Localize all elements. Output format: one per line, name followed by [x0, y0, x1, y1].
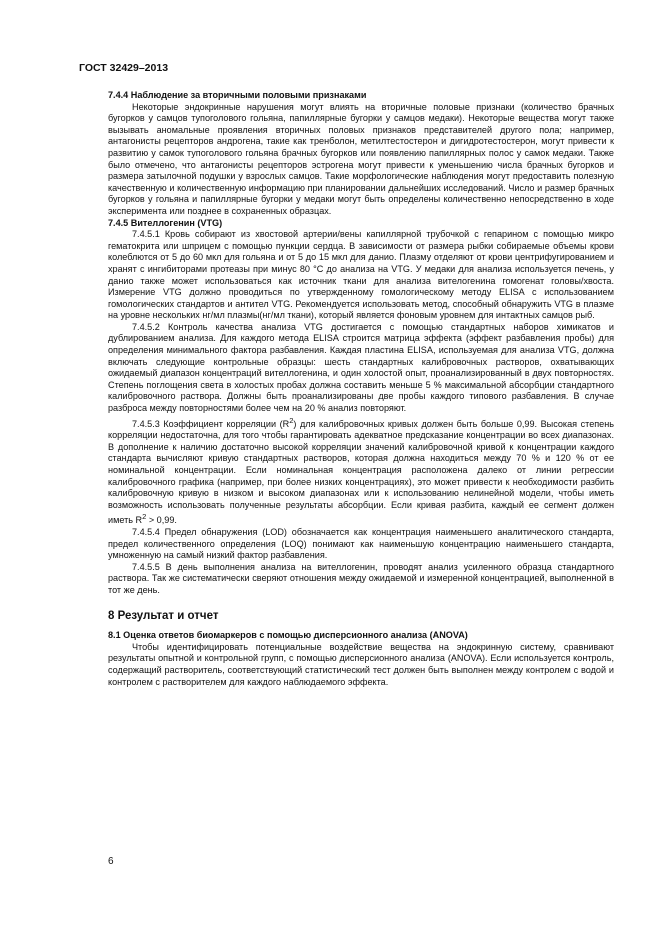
paragraph-7-4-5-3: [108, 415, 614, 527]
paragraph-7-4-5-3-part-b: ) для калибровочных кривых должен быть больше 0,99. Высокая степень корреляции недостаточна, для того чтобы гарантировать адекватное предсказание концентрации во всех диапазонах. В дополнение к наличию достаточно высокой корреляции значений калибровочной кривой к концентрации каждого стандарта вычисляют кривую стандартных растворов, которая должна находиться между 70 % и 120 % от ее номинальной концентрации. Если номинальная концентрация расположена далеко от линии регрессии калибровочного графика (например, при более низких концентрациях), это может привести к необходимости разбить калибровочную кривую в низком и высоком диапазонах или к использованию нелинейной модели, чтобы иметь возможность использовать полученные результаты абсорбции. Если кривая разбита, каждый ее сегмент должен иметь R: [108, 418, 614, 526]
paragraph-7-4-5-2: 7.4.5.2 Контроль качества анализа VTG достигается с помощью стандартных наборов химикатов и дублированием анализа. Для каждого метода ELISA строится матрица эффекта (эффект разбавления пробы) для определения минимального фактора разбавления. Каждая пластина ELISA, используемая для анализа VTG, должна включать следующие контрольные образцы: шесть стандартных калибровочных растворов, охватывающих ожидаемый диапазон концентраций вителлогенина, и один холостой опыт, проанализированный в двух повторностях. Степень поглощения света в холостых пробах должна составить меньше 5 % максимальной абсорбции стандартного калибровочного раствора. Должны быть проанализированы две пробы каждого типового разбавления. В случае разброса между повторностями более чем на 20 % анализ повторяют.: [108, 321, 614, 414]
standard-header: ГОСТ 32429–2013: [79, 62, 169, 74]
section-8-1-paragraph: Чтобы идентифицировать потенциальные воздействие вещества на эндокринную систему, сравнивают результаты опытной и контрольной групп, с помощью дисперсионного анализа (ANOVA). Если используется контроль, содержащий растворитель, соответствующий статистический тест должен быть выполнен между контролем с водой и контролем с растворителем для каждого наблюдаемого эффекта.: [108, 641, 614, 687]
section-7-4-4-title: 7.4.4 Наблюдение за вторичными половыми признаками: [108, 90, 367, 100]
superscript-2-second: 2: [142, 512, 147, 522]
page-number: 6: [108, 856, 114, 867]
paragraph-7-4-5-1: 7.4.5.1 Кровь собирают из хвостовой артерии/вены капиллярной трубочкой с гепарином с помощью микро гематокрита или шприцем с помощью пункции сердца. В зависимости от размера рыбки собираемые объемы крови колеблются от 5 до 60 мкл для гольяна и от 5 до 15 мкл для данио. Плазму отделяют от крови центрифугированием и хранят с ингибиторами протеазы при минус 80 °С до анализа на VTG. У медаки для анализа используется печень, у данио также может использоваться как источник ткани для анализа вителогенина гомогенат головы/хвоста. Измерение VTG должно проводиться по утвержденному гомологическому методу ELISA с использованием гомологических стандартов и антител VTG. Рекомендуется использовать метод, способный обнаружить VTG в плазме на уровне нескольких нг/мл плазмы(нг/мл ткани), который является фоновым уровнем для интактных самцов рыб.: [108, 229, 614, 321]
paragraph-7-4-5-4: 7.4.5.4 Предел обнаружения (LOD) обозначается как концентрация наименьшего аналитического стандарта, предел количественного определения (LOQ) понимают как наименьшую концентрацию наименьшего стандарта, умноженную на самый низкий фактор разбавления.: [108, 527, 614, 561]
section-8-1-title: 8.1 Оценка ответов биомаркеров с помощью дисперсионного анализа (ANOVA): [108, 630, 468, 641]
section-7-4-4-paragraph: Некоторые эндокринные нарушения могут влиять на вторичные половые признаки (количество брачных бугорков у самцов тупоголового гольяна, папиллярные бугорки у самцов медаки). Некоторые вещества могут также вызывать аномальные проявления вторичных половых признаков представителей другого пола; например, антагонисты рецепторов андрогена, такие как тренболон, метилтестостерон и дигидротестостерон, могут привести к развитию у самок тупоголового гольяна брачных бугорков или появлению папиллярных полос у самок медаки. Также было отмечено, что антагонисты рецепторов эстрогена могут привести к уменьшению числа брачных бугорков и размера затылочной подушки у взрослых самцов. Такие морфологические наблюдения могут предоставить полезную качественную и количественную информацию при планировании дальнейших исследований. Число и размер брачных бугорков у гольяна и папиллярные бугорки у медаки могут быть определены количественно непосредственно в ходе эксперимента или позднее в сохраненных образцах.: [108, 101, 614, 216]
paragraph-7-4-5-3-part-c: > 0,99.: [146, 515, 177, 526]
section-8-title: 8 Результат и отчет: [108, 609, 219, 622]
section-7-4-5-title: 7.4.5 Вителлогенин (VTG): [108, 217, 223, 228]
paragraph-7-4-5-3-part-a: 7.4.5.3 Коэффициент корреляции (R: [132, 418, 290, 429]
paragraph-7-4-5-5: 7.4.5.5 В день выполнения анализа на вителлогенин, проводят анализ усиленного образца стандартного раствора. Так же систематически сверяют отношения между ожидаемой и измеренной концентрацией, выполненной в тот же день.: [108, 561, 614, 595]
document-body: [108, 90, 614, 688]
superscript-2: 2: [289, 415, 294, 425]
